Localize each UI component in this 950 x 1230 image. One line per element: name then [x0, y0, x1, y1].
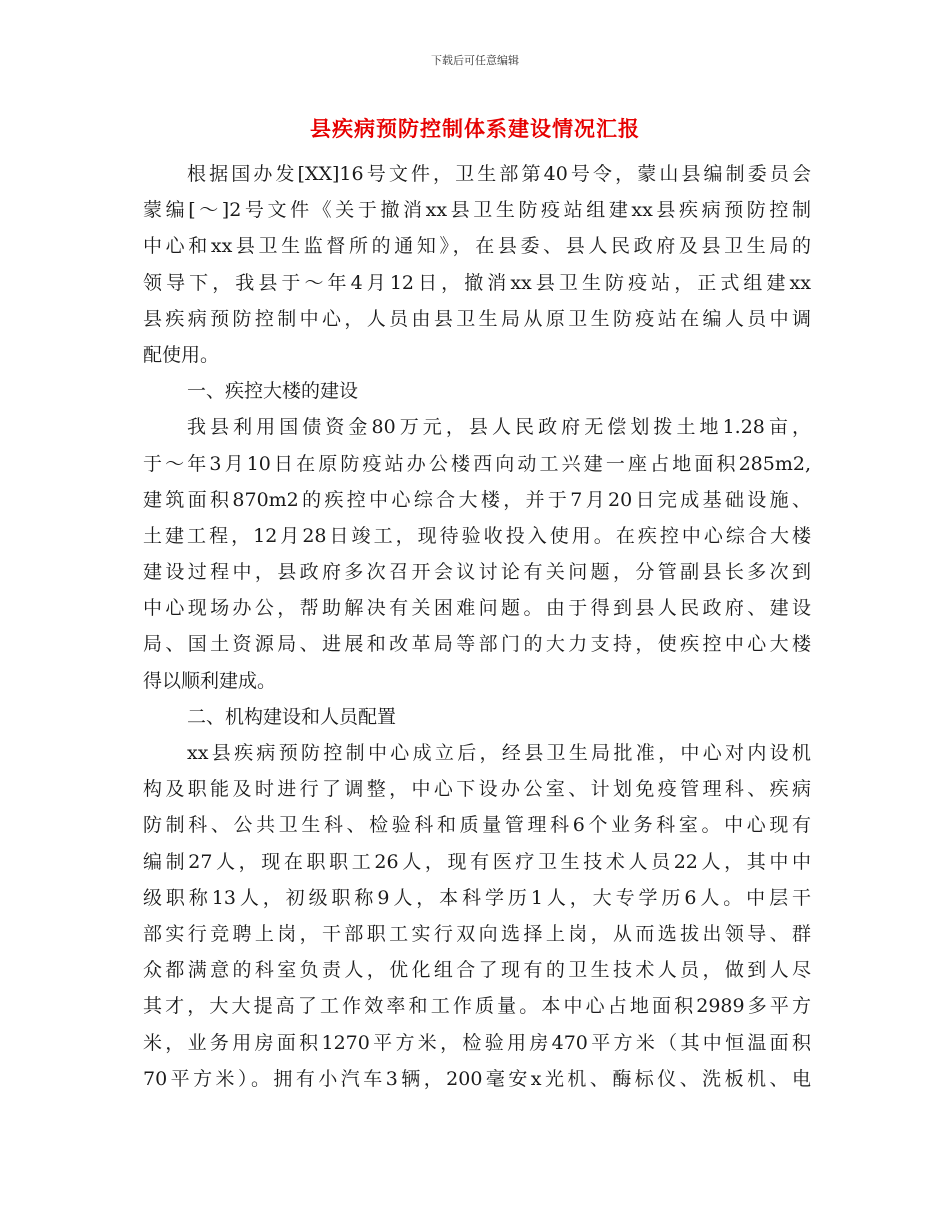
- text-line: 部实行竞聘上岗，干部职工实行双向选择上岗，从而选拔出领导、群: [143, 922, 811, 945]
- paragraph-first-line: xx县疾病预防控制中心成立后，经县卫生局批准，中心对内设机: [187, 742, 811, 764]
- paragraph-first-line: 根据国办发[XX]16号文件，卫生部第40号令，蒙山县编制委员会: [187, 163, 811, 185]
- text-line: 构及职能及时进行了调整，中心下设办公室、计划免疫管理科、疾病: [143, 778, 811, 801]
- text-line: 70平方米）。拥有小汽车3辆，200毫安x光机、酶标仪、洗板机、电: [143, 1067, 811, 1090]
- text-line: 中心和xx县卫生监督所的通知》，在县委、县人民政府及县卫生局的: [143, 235, 811, 258]
- text-line: 局、国土资源局、进展和改革局等部门的大力支持，使疾控中心大楼: [143, 633, 811, 656]
- text-line: 土建工程，12月28日竣工，现待验收投入使用。在疾控中心综合大楼: [143, 524, 811, 547]
- text-line: 蒙编[～]2号文件《关于撤消xx县卫生防疫站组建xx县疾病预防控制: [143, 199, 811, 222]
- text-line: 领导下，我县于～年4月12日，撤消xx县卫生防疫站，正式组建xx: [143, 271, 811, 294]
- text-line: 米，业务用房面积1270平方米，检验用房470平方米（其中恒温面积: [143, 1031, 811, 1054]
- text-line: 级职称13人，初级职称9人，本科学历1人，大专学历6人。中层干: [143, 886, 811, 909]
- paragraph-first-line: 一、疾控大楼的建设: [187, 380, 359, 403]
- text-line: 配使用。: [143, 343, 220, 366]
- text-line: 建筑面积870m2的疾控中心综合大楼，并于7月20日完成基础设施、: [143, 488, 811, 511]
- text-line: 编制27人，现在职职工26人，现有医疗卫生技术人员22人，其中中: [143, 850, 811, 873]
- text-line: 县疾病预防控制中心，人员由县卫生局从原卫生防疫站在编人员中调: [143, 307, 811, 330]
- text-line: 建设过程中，县政府多次召开会议讨论有关问题，分管副县长多次到: [143, 561, 811, 584]
- page-header: 下载后可任意编辑: [431, 54, 519, 67]
- document-body: [143, 156, 811, 1097]
- paragraph-first-line: 我县利用国债资金80万元，县人民政府无偿划拨土地1.28亩，: [187, 416, 811, 439]
- text-line: 众都满意的科室负责人，优化组合了现有的卫生技术人员，做到人尽: [143, 959, 811, 982]
- text-line: 得以顺利建成。: [143, 669, 277, 692]
- text-line: 于～年3月10日在原防疫站办公楼西向动工兴建一座占地面积285m2,: [143, 452, 811, 475]
- text-line: 防制科、公共卫生科、检验科和质量管理科6个业务科室。中心现有: [143, 814, 811, 837]
- document-title: 县疾病预防控制体系建设情况汇报: [310, 116, 640, 141]
- text-line: 其才，大大提高了工作效率和工作质量。本中心占地面积2989多平方: [143, 995, 811, 1018]
- paragraph-first-line: 二、机构建设和人员配置: [187, 705, 397, 728]
- text-line: 中心现场办公，帮助解决有关困难问题。由于得到县人民政府、建设: [143, 597, 811, 620]
